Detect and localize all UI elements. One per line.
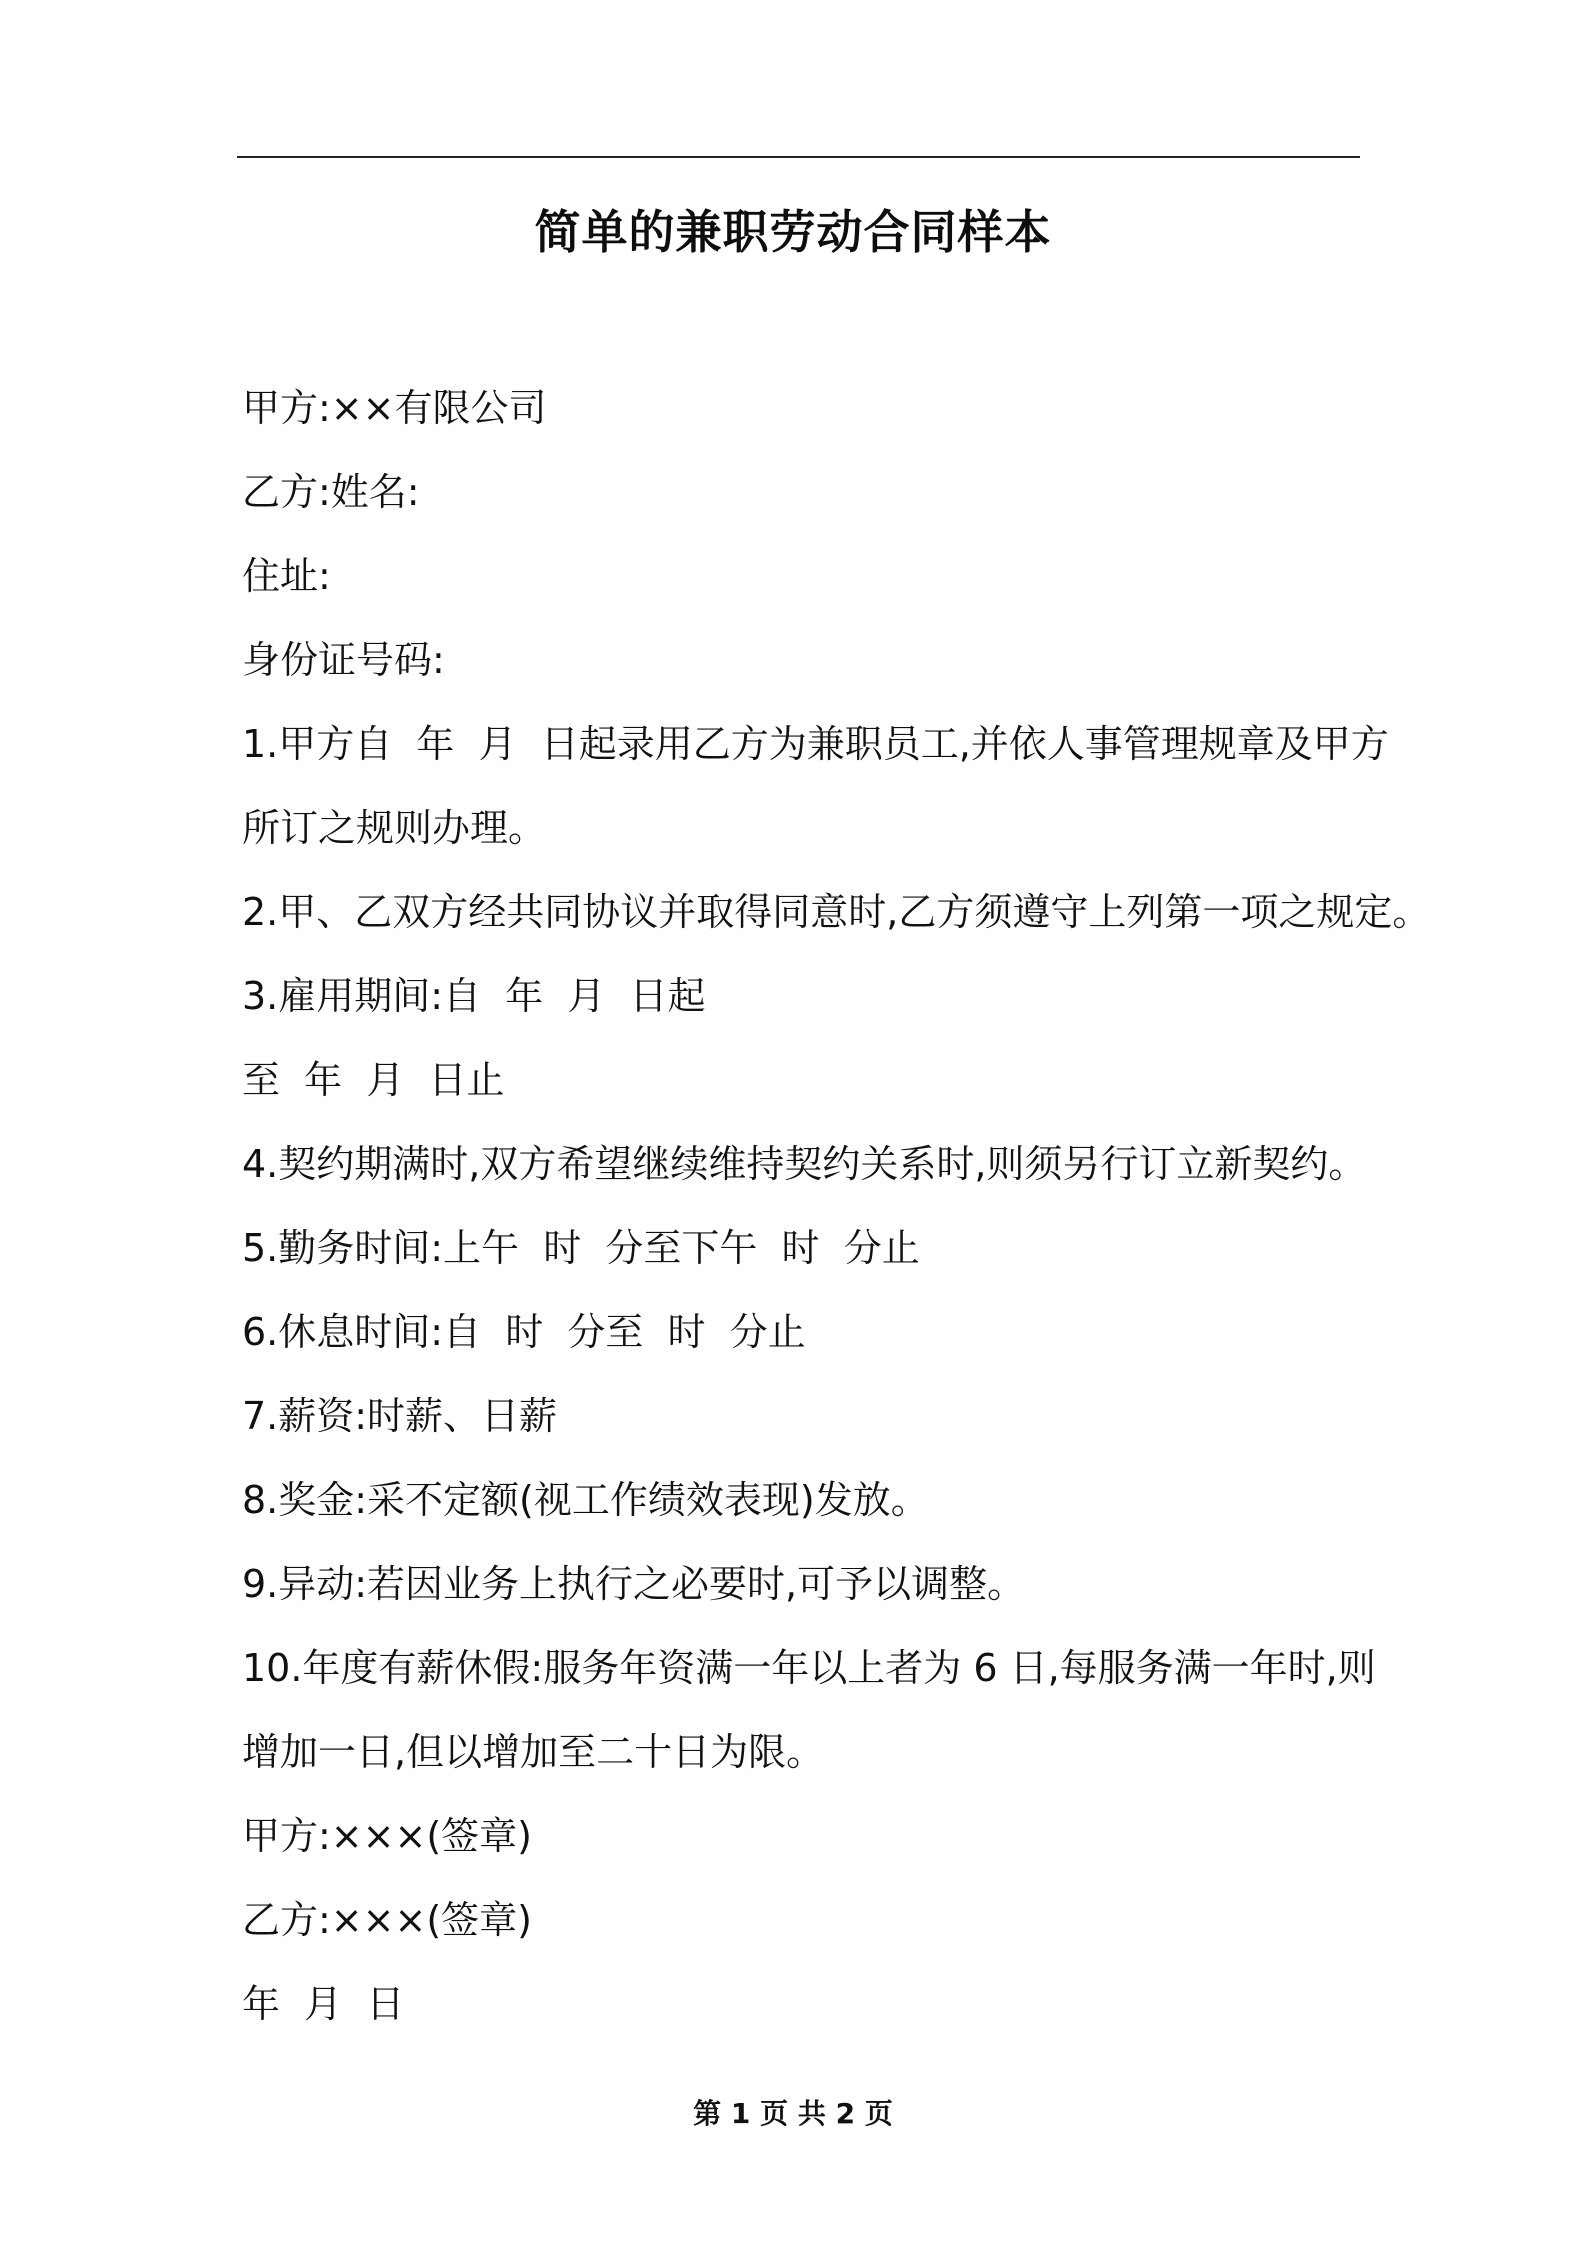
clause-10-line-1: 10.年度有薪休假:服务年资满一年以上者为 6 日,每服务满一年时,则 [242,1646,1376,1690]
clause-7: 7.薪资:时薪、日薪 [242,1394,558,1438]
clause-1-line-2: 所订之规则办理。 [242,806,547,850]
clause-6: 6.休息时间:自 时 分至 时 分止 [242,1310,806,1354]
date-line: 年 月 日 [242,1982,405,2026]
party-a-line: 甲方:××有限公司 [242,386,547,430]
party-b-signature-line: 乙方:×××(签章) [242,1898,532,1942]
clause-1-line-1: 1.甲方自 年 月 日起录用乙方为兼职员工,并依人事管理规章及甲方 [242,722,1389,766]
clause-10-line-2: 增加一日,但以增加至二十日为限。 [242,1730,825,1774]
clause-9: 9.异动:若因业务上执行之必要时,可予以调整。 [242,1562,1026,1606]
document-title: 简单的兼职劳动合同样本 [534,205,1052,259]
clause-3-line-1: 3.雇用期间:自 年 月 日起 [242,974,706,1018]
clause-5: 5.勤务时间:上午 时 分至下午 时 分止 [242,1226,920,1270]
clause-3-line-2: 至 年 月 日止 [242,1058,505,1102]
address-line: 住址: [242,554,331,598]
page-number-footer: 第 1 页 共 2 页 [693,2097,893,2130]
id-number-line: 身份证号码: [242,638,445,682]
party-a-signature-line: 甲方:×××(签章) [242,1814,532,1858]
clause-8: 8.奖金:采不定额(视工作绩效表现)发放。 [242,1478,929,1522]
clause-4: 4.契约期满时,双方希望继续维持契约关系时,则须另行订立新契约。 [242,1142,1367,1186]
header-rule [237,156,1360,158]
contract-body [242,366,1431,2046]
party-b-name-line: 乙方:姓名: [242,470,420,514]
clause-2: 2.甲、乙双方经共同协议并取得同意时,乙方须遵守上列第一项之规定。 [242,890,1431,934]
